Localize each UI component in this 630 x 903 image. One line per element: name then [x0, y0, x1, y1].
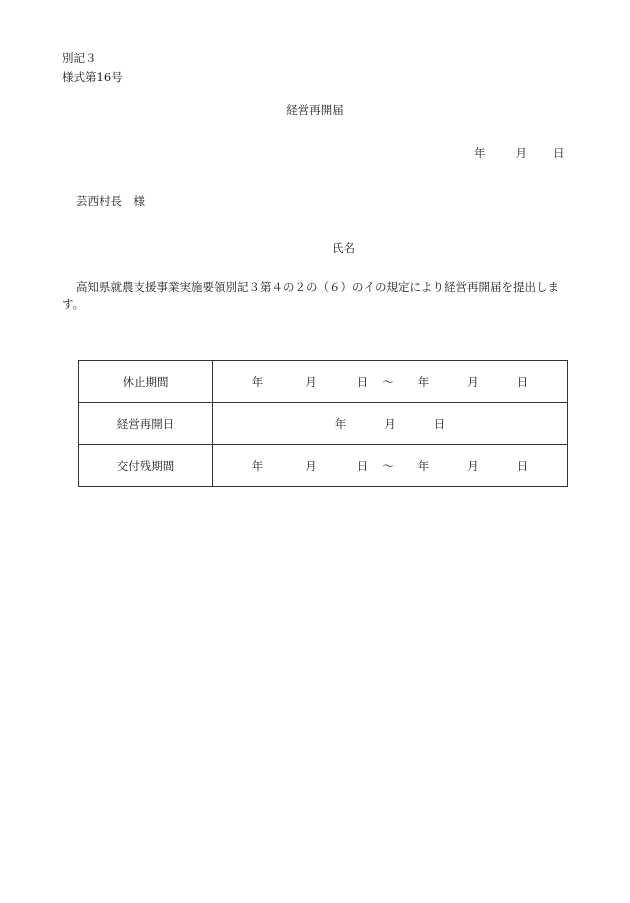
year-label: 年	[417, 458, 430, 473]
resumption-date-value	[213, 403, 568, 445]
day-label: 日	[356, 374, 369, 389]
table-row	[79, 403, 568, 445]
year-label: 年	[251, 458, 264, 473]
day-label: 日	[516, 458, 529, 473]
info-table	[78, 360, 568, 487]
month-label: 月	[467, 374, 479, 389]
year-label: 年	[417, 374, 430, 389]
statement-text: 高知県就農支援事業実施要領別記３第４の２の（６）のイの規定により経営再開届を提出します。	[62, 280, 559, 311]
appendix-label: 別記３	[62, 51, 97, 65]
range-separator: 〜	[382, 374, 394, 389]
document-title: 経営再開届	[286, 103, 344, 117]
addressee: 芸西村長 様	[76, 194, 145, 208]
remaining-period-label: 交付残期間	[79, 445, 213, 487]
date-year-label: 年	[474, 146, 486, 160]
month-label: 月	[467, 458, 479, 473]
applicant-name-label: 氏名	[332, 241, 355, 255]
year-label: 年	[251, 374, 264, 389]
year-label: 年	[334, 416, 347, 431]
table-row	[79, 445, 568, 487]
remaining-period-value	[213, 445, 568, 487]
month-label: 月	[305, 458, 317, 473]
date-month-label: 月	[515, 146, 527, 160]
date-day-label: 日	[553, 146, 565, 160]
form-number: 様式第16号	[62, 70, 123, 84]
month-label: 月	[384, 416, 396, 431]
day-label: 日	[356, 458, 369, 473]
month-label: 月	[305, 374, 317, 389]
day-label: 日	[516, 374, 529, 389]
suspension-period-label: 休止期間	[79, 361, 213, 403]
range-separator: 〜	[382, 458, 394, 473]
suspension-period-value	[213, 361, 568, 403]
table-row	[79, 361, 568, 403]
submission-date	[474, 145, 565, 161]
resumption-date-label: 経営再開日	[79, 403, 213, 445]
day-label: 日	[433, 416, 446, 431]
